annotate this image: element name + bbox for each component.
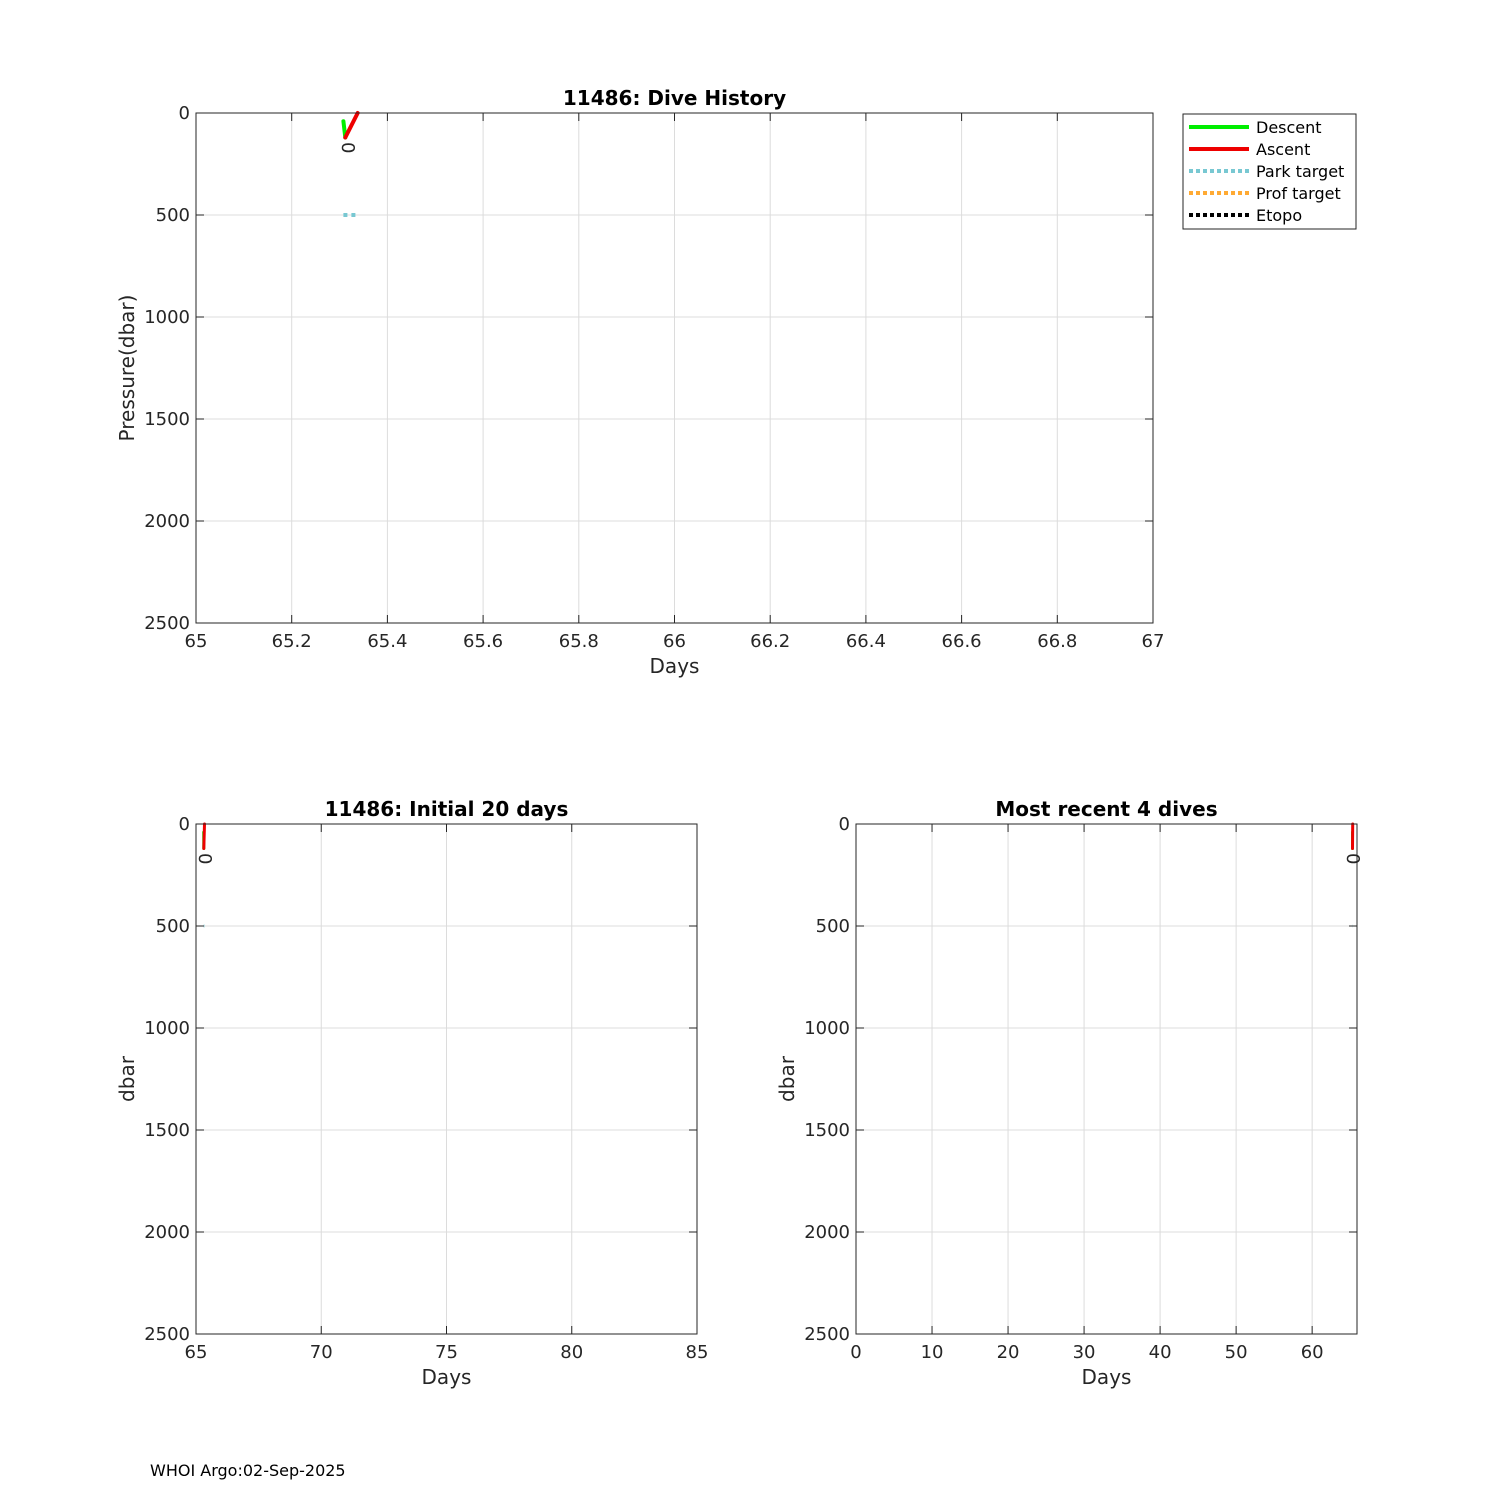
y-tick-label: 500 [155, 205, 190, 226]
y-tick-label: 2500 [804, 1324, 850, 1345]
most-recent-dives-axes [775, 797, 1363, 1389]
footer-text: WHOI Argo:02-Sep-2025 [150, 1461, 346, 1480]
x-tick-label: 66.2 [750, 631, 791, 652]
y-tick-label: 500 [815, 916, 850, 937]
x-axis-label: Days [649, 654, 700, 678]
legend-label: Descent [1256, 118, 1322, 137]
initial-20-days-axes [115, 797, 708, 1389]
dive-number-label: 0 [1341, 852, 1363, 865]
x-tick-label: 66.4 [845, 631, 886, 652]
x-tick-label: 66 [663, 631, 686, 652]
y-axis-label: Pressure(dbar) [115, 294, 139, 442]
y-axis-label: dbar [775, 1056, 799, 1102]
x-tick-label: 75 [435, 1342, 458, 1363]
dive-history-axes [115, 86, 1164, 678]
x-axis-label: Days [421, 1365, 472, 1389]
y-tick-label: 2500 [144, 1324, 190, 1345]
chart-title: 11486: Initial 20 days [324, 797, 569, 821]
legend-label: Ascent [1256, 140, 1311, 159]
chart-title: Most recent 4 dives [995, 797, 1218, 821]
y-axis-label: dbar [115, 1056, 139, 1102]
x-tick-label: 0 [850, 1342, 862, 1363]
x-tick-label: 66.8 [1037, 631, 1078, 652]
y-tick-label: 2000 [144, 511, 190, 532]
x-tick-label: 65.6 [463, 631, 504, 652]
chart-title: 11486: Dive History [562, 86, 787, 110]
y-tick-label: 1500 [804, 1120, 850, 1141]
x-tick-label: 20 [996, 1342, 1020, 1363]
x-tick-label: 80 [560, 1342, 584, 1363]
y-tick-label: 0 [178, 814, 190, 835]
dive-number-label: 0 [337, 141, 359, 154]
series-ascent [204, 824, 205, 849]
legend-label: Etopo [1256, 206, 1303, 225]
dive-number-label: 0 [193, 852, 215, 865]
y-tick-label: 2500 [144, 613, 190, 634]
y-tick-label: 1000 [144, 307, 190, 328]
y-tick-label: 0 [178, 103, 190, 124]
y-tick-label: 2000 [804, 1222, 850, 1243]
x-tick-label: 40 [1148, 1342, 1172, 1363]
x-tick-label: 50 [1224, 1342, 1248, 1363]
x-tick-label: 85 [685, 1342, 709, 1363]
legend [1183, 114, 1356, 229]
plot-area [856, 824, 1357, 1334]
x-tick-label: 60 [1300, 1342, 1324, 1363]
x-tick-label: 30 [1072, 1342, 1096, 1363]
x-tick-label: 65 [184, 631, 208, 652]
y-tick-label: 0 [838, 814, 850, 835]
x-tick-label: 65.2 [271, 631, 312, 652]
legend-label: Prof target [1256, 184, 1341, 203]
x-axis-label: Days [1081, 1365, 1132, 1389]
y-tick-label: 1000 [144, 1018, 190, 1039]
y-tick-label: 1500 [144, 409, 190, 430]
x-tick-label: 65.8 [558, 631, 599, 652]
y-tick-label: 1000 [804, 1018, 850, 1039]
y-tick-label: 1500 [144, 1120, 190, 1141]
x-tick-label: 70 [309, 1342, 333, 1363]
x-tick-label: 65.4 [367, 631, 408, 652]
legend-label: Park target [1256, 162, 1345, 181]
x-tick-label: 65 [184, 1342, 208, 1363]
x-tick-label: 10 [920, 1342, 944, 1363]
y-tick-label: 500 [155, 916, 190, 937]
x-tick-label: 66.6 [941, 631, 982, 652]
y-tick-label: 2000 [144, 1222, 190, 1243]
x-tick-label: 67 [1141, 631, 1165, 652]
